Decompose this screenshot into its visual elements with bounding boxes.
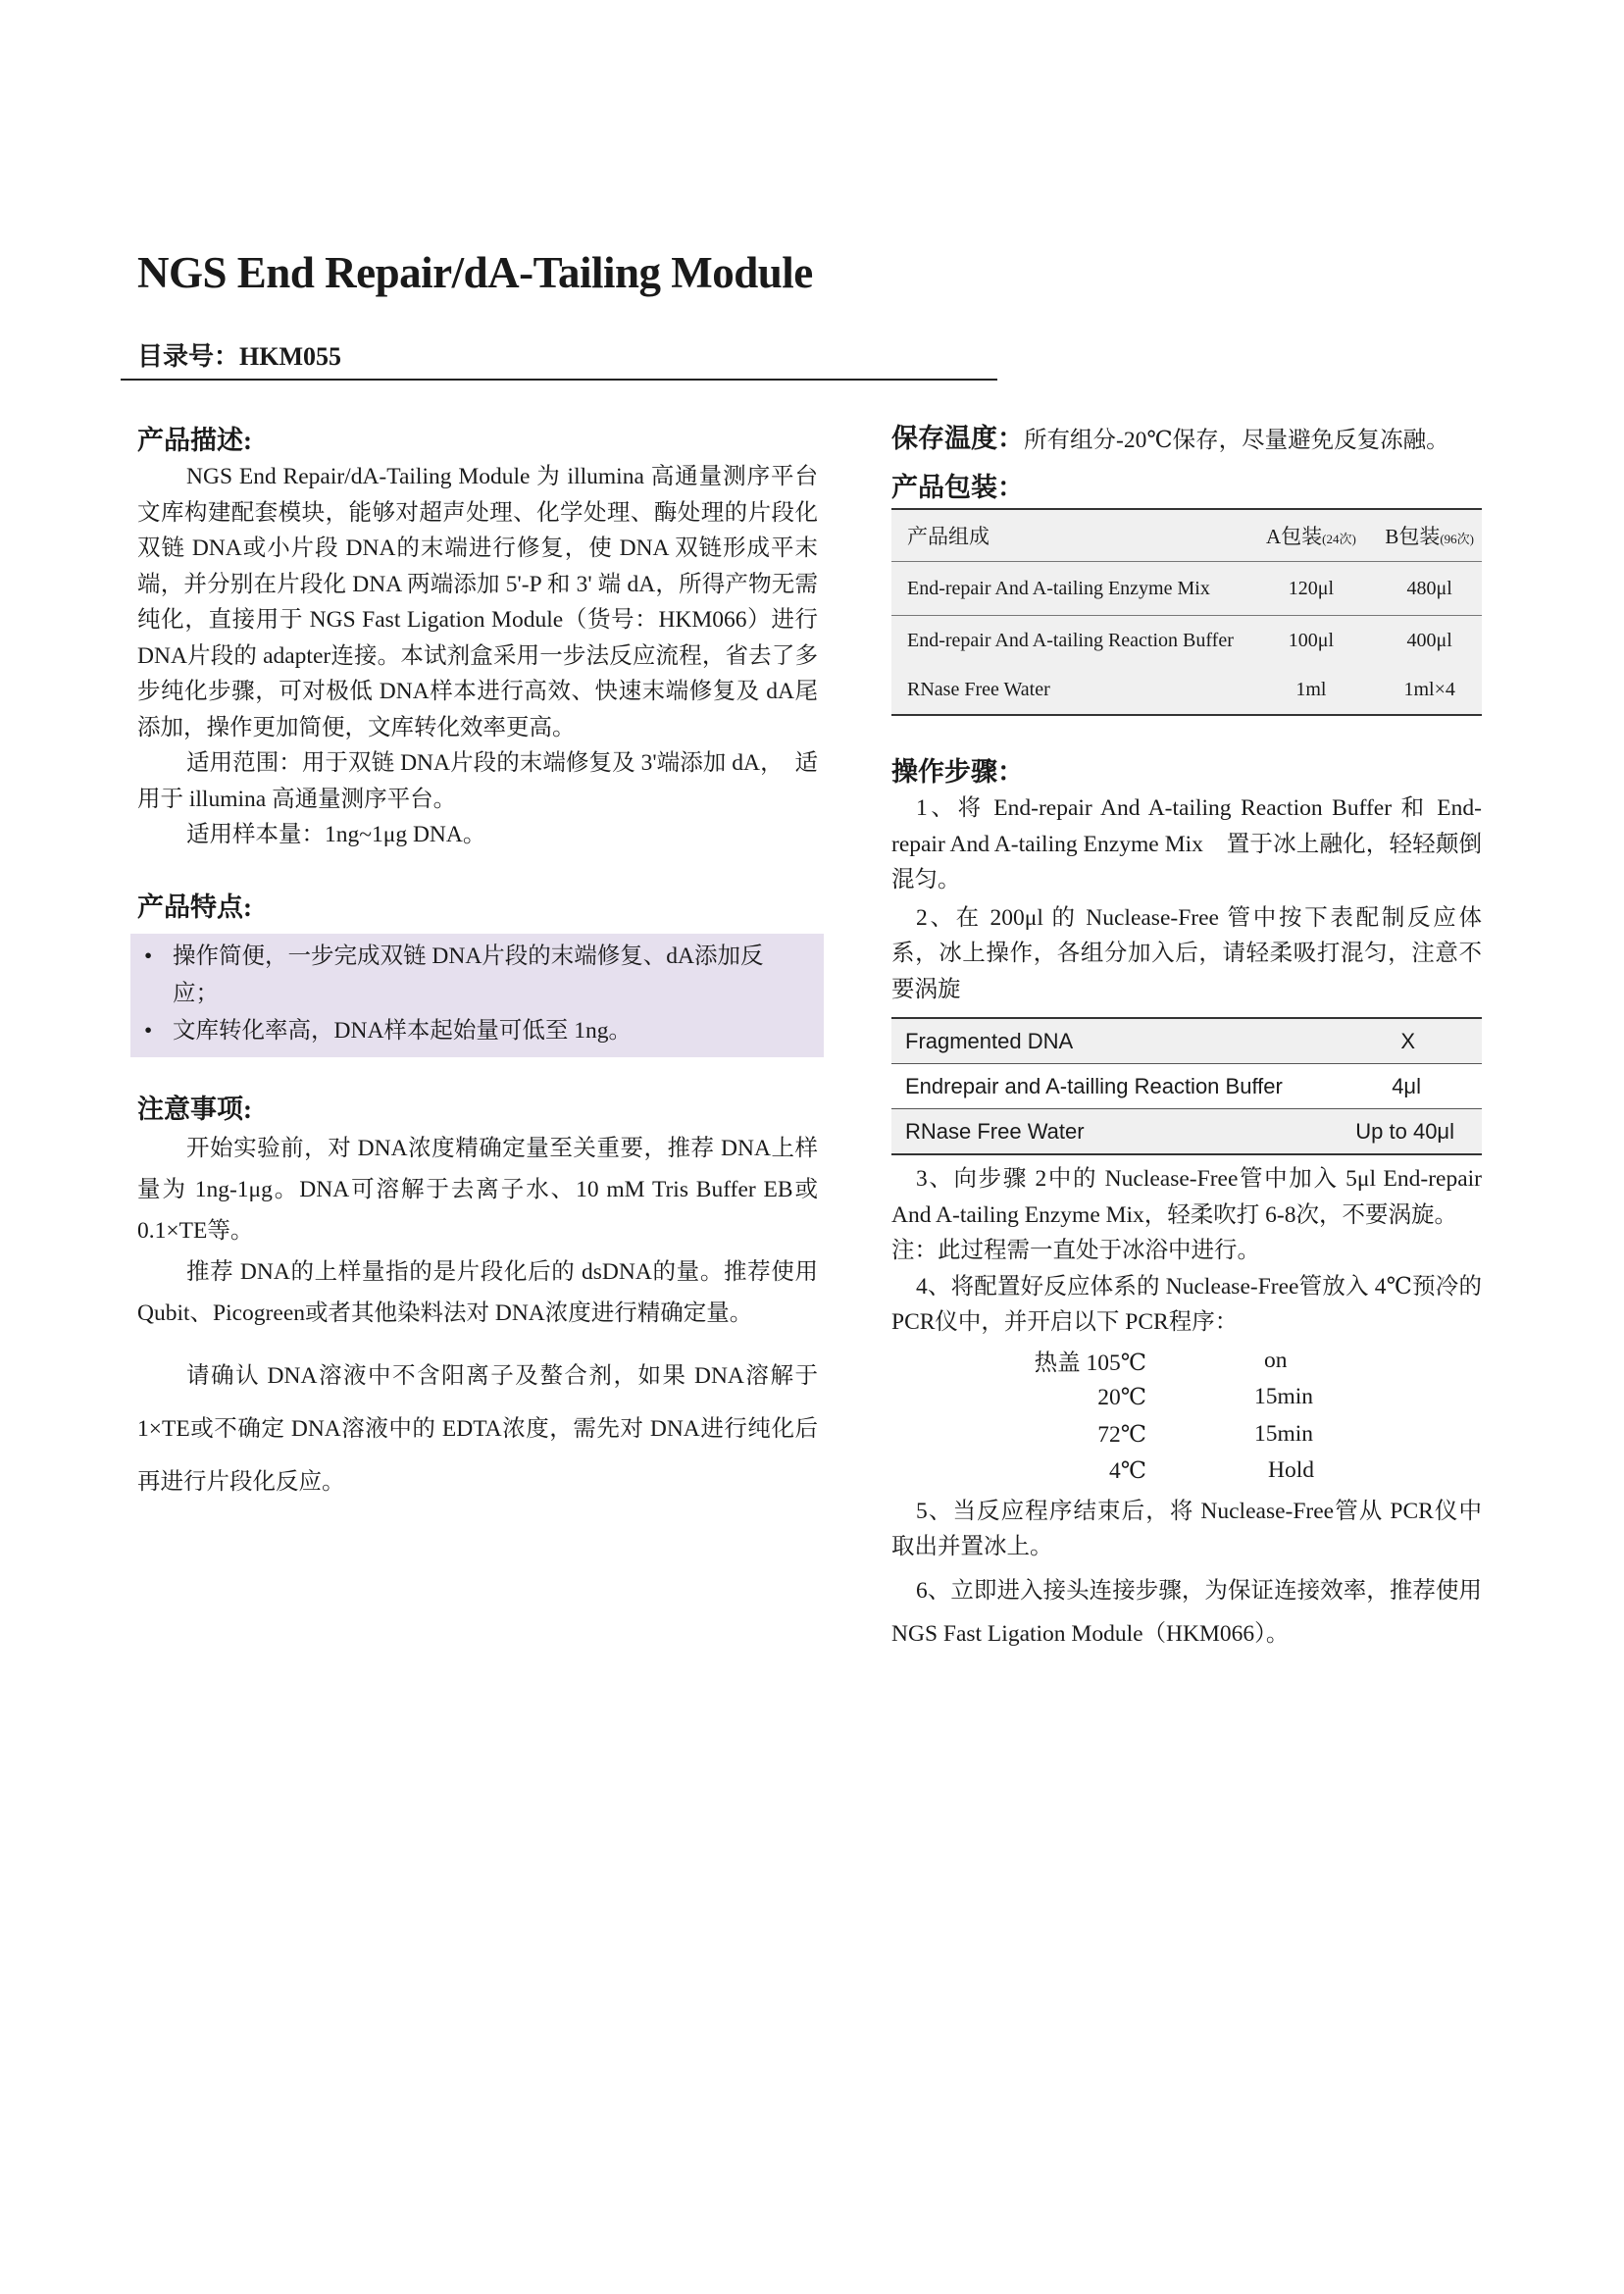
procedure-heading: 操作步骤：: [891, 757, 1024, 787]
component-amount-b: 1ml×4: [1403, 678, 1455, 700]
pcr-temperature: 72℃: [1097, 1421, 1146, 1448]
packaging-row: [891, 665, 1482, 715]
storage-line: [891, 420, 1482, 459]
component-name: End-repair And A-tailing Reaction Buffer: [907, 629, 1234, 651]
feature-item: • 操作简便，一步完成双链 DNA片段的末端修复、dA添加反 应；: [130, 938, 824, 1012]
procedure-step-3: 3、向步骤 2中的 Nuclease-Free管中加入 5μl End-repair And A-tailing Enzyme Mix，轻柔吹打 6-8次，不要涡旋。: [891, 1166, 1482, 1228]
procedure-step-5: 5、当反应程序结束后，将 Nuclease-Free管从 PCR仪中取出并置冰上。: [891, 1498, 1482, 1559]
procedure-step-6: 6、立即进入接头连接步骤，为保证连接效率，推荐使用 NGS Fast Ligation Module（HKM066）。: [891, 1577, 1482, 1647]
reaction-volume: 4μl: [1330, 1064, 1482, 1109]
procedure-step-1: 1、将 End-repair And A-tailing Reaction Buffer 和 End-repair And A-tailing Enzyme Mix 置于冰上融化，轻轻颠倒混匀。: [891, 795, 1482, 892]
procedure-step-2: 2、在 200μl 的 Nuclease-Free 管中按下表配制反应体系，冰上操作，各组分加入后，请轻柔吸打混匀，注意不要涡旋: [891, 904, 1482, 1002]
component-amount-a: 1ml: [1295, 678, 1327, 700]
pcr-step-row: [891, 1343, 1480, 1380]
pcr-duration: 15min: [1254, 1384, 1314, 1410]
reaction-row: [891, 1064, 1482, 1109]
reaction-row: [891, 1109, 1482, 1155]
column-header-b-sub: (96次): [1440, 532, 1474, 546]
storage-label: 保存温度：: [891, 424, 1024, 453]
component-amount-a: 100μl: [1288, 629, 1335, 651]
notes-heading: 注意事项:: [137, 1094, 252, 1124]
notes-paragraph: 开始实验前，对 DNA浓度精确定量至关重要，推荐 DNA上样量为 1ng-1μg。DNA可溶解于去离子水、10 mM Tris Buffer EB或 0.1×TE等。: [137, 1135, 818, 1244]
pcr-temperature: 20℃: [1097, 1385, 1146, 1411]
column-header-a-label: A包装: [1265, 525, 1323, 548]
reaction-table: [891, 1017, 1482, 1155]
notes-body: [137, 1128, 818, 1508]
pcr-duration: Hold: [1268, 1457, 1314, 1484]
pcr-step-row: [891, 1379, 1480, 1416]
packaging-heading: 产品包装：: [891, 473, 1024, 502]
column-header-b-label: B包装: [1385, 525, 1441, 548]
pcr-program-table: [891, 1343, 1480, 1490]
catalog-number: 目录号：HKM055: [137, 342, 341, 371]
pcr-step-row: [891, 1453, 1480, 1490]
procedure-step-4: 4、将配置好反应体系的 Nuclease-Free管放入 4℃预冷的 PCR仪中，并开启以下 PCR程序：: [891, 1273, 1482, 1335]
storage-text: 所有组分-20℃保存，尽量避免反复冻融。: [1024, 428, 1449, 453]
page-title: NGS End Repair/dA-Tailing Module: [137, 248, 813, 297]
features-list: [130, 938, 824, 1049]
column-header-b: [1377, 509, 1482, 562]
feature-item: • 文库转化率高，DNA样本起始量可低至 1ng。: [130, 1012, 824, 1049]
description-paragraph: NGS End Repair/dA-Tailing Module 为 illumina 高通量测序平台文库构建配套模块，能够对超声处理、化学处理、酶处理的片段化双链 DNA或小片段 DNA的末端进行修复，使 DNA 双链形成平末端，并分别在片段化 DNA 两端添加 5'-P 和 3' 端 dA，所得产物无需纯化，直接用于 NGS Fast Ligation Module（货号：HKM066）进行 DNA片段的 adapter连接。本试剂盒采用一步法反应流程，省去了多步纯化步骤，可对极低 DNA样本进行高效、快速末端修复及 dA尾添加，操作更加简便，文库转化效率更高。: [137, 464, 818, 740]
notes-paragraph: 请确认 DNA溶液中不含阳离子及螯合剂，如果 DNA溶解于 1×TE或不确定 DNA溶液中的 EDTA浓度，需先对 DNA进行纯化后再进行片段化反应。: [137, 1362, 818, 1495]
packaging-header-row: [891, 509, 1482, 562]
component-amount-b: 400μl: [1406, 629, 1452, 651]
reaction-row: [891, 1018, 1482, 1064]
pcr-duration: on: [1264, 1347, 1288, 1373]
right-column: [891, 420, 1482, 1656]
column-header-a: [1244, 509, 1377, 562]
reaction-volume: Up to 40μl: [1330, 1109, 1482, 1155]
component-amount-b: 480μl: [1377, 562, 1482, 616]
column-header-a-sub: (24次): [1322, 532, 1356, 546]
component-name: End-repair And A-tailing Enzyme Mix: [891, 562, 1244, 616]
pcr-duration: 15min: [1254, 1420, 1314, 1447]
reaction-component: Endrepair and A-tailling Reaction Buffer: [891, 1064, 1330, 1109]
features-heading: 产品特点:: [137, 892, 252, 922]
notes-paragraph: 推荐 DNA的上样量指的是片段化后的 dsDNA的量。推荐使用 Qubit、Picogreen或者其他染料法对 DNA浓度进行精确定量。: [137, 1258, 818, 1326]
scope-paragraph: 适用范围：用于双链 DNA片段的末端修复及 3'端添加 dA， 适用于 illumina 高通量测序平台。: [137, 750, 818, 812]
packaging-table: [891, 508, 1482, 716]
pcr-step-row: [891, 1416, 1480, 1453]
procedure-note: 注：此过程需一直处于冰浴中进行。: [891, 1238, 1260, 1263]
pcr-temperature: 热盖 105℃: [1034, 1351, 1146, 1377]
sample-amount-paragraph: 适用样本量：1ng~1μg DNA。: [186, 822, 486, 847]
description-heading: 产品描述:: [137, 426, 252, 455]
reaction-component: Fragmented DNA: [891, 1018, 1330, 1064]
features-box: [130, 934, 824, 1057]
left-column: [137, 422, 818, 1508]
reaction-component: RNase Free Water: [891, 1109, 1330, 1155]
component-amount-a: 120μl: [1244, 562, 1377, 616]
reaction-volume: X: [1330, 1018, 1482, 1064]
packaging-row: [891, 616, 1482, 666]
packaging-row: [891, 562, 1482, 616]
pcr-temperature: 4℃: [1108, 1458, 1146, 1485]
header-divider: [121, 379, 997, 381]
column-header-component: 产品组成: [891, 509, 1244, 562]
component-name: RNase Free Water: [907, 678, 1050, 700]
